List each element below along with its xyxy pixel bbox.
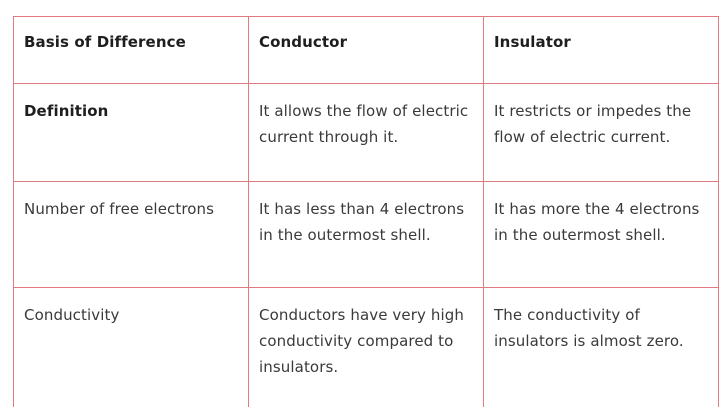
cell-insulator-definition: It restricts or impedes the flow of electric current. [484,84,719,182]
cell-conductor-conductivity: Conductors have very high conductivity compared to insulators. [249,288,484,408]
cell-conductor-free-electrons: It has less than 4 electrons in the outermost shell. [249,182,484,288]
cell-insulator-conductivity: The conductivity of insulators is almost zero. [484,288,719,408]
header-basis-of-difference: Basis of Difference [14,17,249,84]
header-conductor: Conductor [249,17,484,84]
row-basis-free-electrons: Number of free electrons [14,182,249,288]
table-row [14,182,719,288]
row-basis-conductivity: Conductivity [14,288,249,408]
comparison-table [13,16,719,407]
header-insulator: Insulator [484,17,719,84]
table-row [14,84,719,182]
cell-insulator-free-electrons: It has more the 4 electrons in the outermost shell. [484,182,719,288]
table-row [14,288,719,408]
cell-conductor-definition: It allows the flow of electric current through it. [249,84,484,182]
table-header-row [14,17,719,84]
row-basis-definition: Definition [14,84,249,182]
